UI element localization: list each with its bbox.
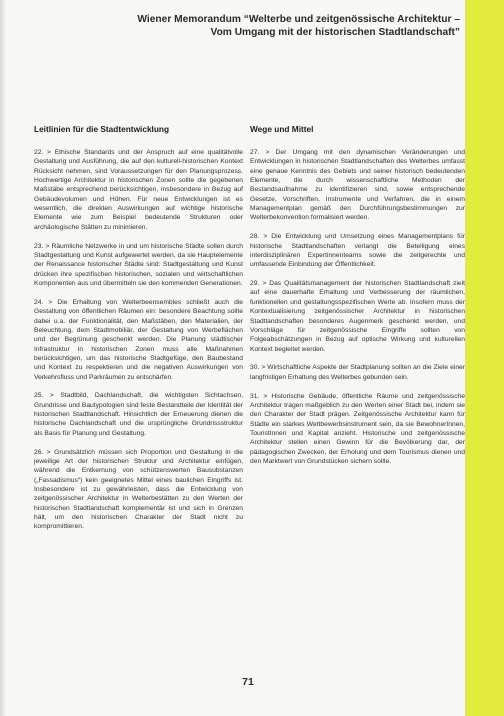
paragraph-31: 31. > Historische Gebäude, öffentliche Räume und zeitgenössische Architektur tragen maßgeblich zu den Werten einer Stadt bei, indem sie den Charakter der Stadt prägen. Zeitgenössische Architektur kann für Städte ein starkes Wettbewerbsinstrument sein, da sie BewohnerInnen, TouristInnen und Kapital anzieht. Historische und zeitgenössische Architektur stellen einen Gewinn für die Bevölkerung dar, der pädagogischen Zwecken, der Erholung und dem Tourismus dienen und den Marktwert von Grundstücken sichern sollte. [250, 392, 465, 465]
left-column [34, 122, 243, 541]
paragraph-29: 29. > Das Qualitätsmanagement der historischen Stadtlandschaft zielt auf eine dauerhafte Erhaltung und Verbesserung der räumlichen, funktionellen und gestaltungsspezifischen Werte ab. Insofern muss der Kontextualisierung zeitgenössischer Architektur in historischen Stadtlandschaften besonderes Augenmerk geschenkt werden, und Vorschläge für zeitgenössische Eingriffe sollten von Folgeabschätzungen in Bezug auf optische Wirkung und kulturellen Kontext begleitet werden. [250, 280, 465, 353]
left-column-heading: Leitlinien für die Stadtentwicklung [34, 124, 170, 134]
header-title-line-2: Vom Umgang mit der historischen Stadtlandschaft” [210, 27, 460, 38]
paragraph-28: 28. > Die Entwicklung und Umsetzung eines Managementplans für historische Stadtlandschaften verlangt die Beteiligung eines interdisziplinären Expertinnenteams sowie die zeitgerechte und umfassende Einbindung der Öffentlichkeit. [250, 233, 465, 269]
page-number: 71 [242, 676, 254, 688]
paragraph-26: 26. > Grundsätzlich müssen sich Proportion und Gestaltung in die jeweilige Art der historischen Struktur und Architektur einfügen, während die Entkernung von schützenswerten Bausubstanzen („Fassadismus“) kein geeignetes Mittel eines baulichen Eingriffs ist. Insbesondere ist zu gewährleisten, dass die Entwicklung von zeitgenössischer Architektur in Welterbestätten zu den Werten der historischen Stadtlandschaft komplementär ist und sich in Grenzen hält, um den historischen Charakter der Stadt nicht zu kompromittieren. [34, 448, 243, 531]
paragraph-27: 27. > Der Umgang mit den dynamischen Veränderungen und Entwicklungen in historischen Stadtlandschaften des Welterbes umfasst eine genaue Kenntnis des Gebiets und seiner historisch bedeutenden Elemente, die durch wissenschaftliche Methoden der Bestandsaufnahme zu identifizieren sind, sowie entsprechende Gesetze, Vorschriften, Instrumente und Verfahren, die in einem Managementplan gemäß den Durchführungsbestimmungen zur Welterbekonvention formalisiert werden. [250, 149, 465, 222]
paragraph-24: 24. > Die Erhaltung von Welterbeensembles schließt auch die Gestaltung von öffentlichen Räumen ein: besondere Beachtung sollte dabei u.a. der Funktionalität, den Maßstäben, den Materialien, der Beleuchtung, dem Stadtmobiliär, der Gestaltung von Werbeflächen und der Begrünung geschenkt werden. Die Planung städtischer Infrastruktur in historischen Zonen muss alle Maßnahmen berücksichtigen, um das historische Stadtgefüge, den Baubestand und Kontext zu respektieren und die negativen Auswirkungen von Verkehrsfluss und Parkräumen zu entschärfen. [34, 298, 243, 381]
paragraph-25: 25. > Stadtbild, Dachlandschaft, die wichtigsten Sichtachsen, Grundrisse und Bautypologien sind feste Bestandteile der Identität der historischen Stadtlandschaft. Hinsichtlich der Erneuerung dienen die historische Dachlandschaft und die ursprüngliche Grundrissstruktur als Basis für Planung und Gestaltung. [34, 392, 243, 437]
header-title-line-1: Wiener Memorandum “Welterbe und zeitgenössische Architektur – [137, 14, 460, 25]
memorandum-header [30, 13, 460, 39]
paragraph-30: 30. > Wirtschaftliche Aspekte der Stadtplanung sollten an die Ziele einer langfristigen Erhaltung des Welterbes gebunden sein. [250, 364, 465, 381]
paragraph-23: 23. > Räumliche Netzwerke in und um historische Städte sollen durch Stadtgestaltung und Kunst aufgewertet werden, da sie Hauptelemente der Renaissance historischer Städte sind: Stadtgestaltung und Kunst drücken ihre spezifischen historischen, sozialen und wirtschaftlichen Komponenten aus und übermitteln sie den kommenden Generationen. [34, 242, 243, 287]
right-column [250, 122, 465, 476]
page-edge-shadow [0, 0, 6, 716]
paragraph-22: 22. > Ethische Standards und der Anspruch auf eine qualitätvolle Gestaltung und Ausführung, die auf den kulturell-historischen Kontext Rücksicht nehmen, sind Voraussetzungen für den Planungsprozess. Hochwertige Architektur in historischen Zonen sollte die gegebenen Maßstäbe entsprechend berücksichtigen, insbesondere in Bezug auf Gebäudevolumen und Höhen. Für neue Entwicklungen ist es wesentlich, die direkten Auswirkungen auf wichtige historische Elemente wie zum Beispiel bedeutende Strukturen oder archäologische Stätten zu minimieren. [34, 149, 243, 231]
right-column-heading: Wege und Mittel [250, 124, 314, 134]
accent-bar [465, 0, 504, 716]
